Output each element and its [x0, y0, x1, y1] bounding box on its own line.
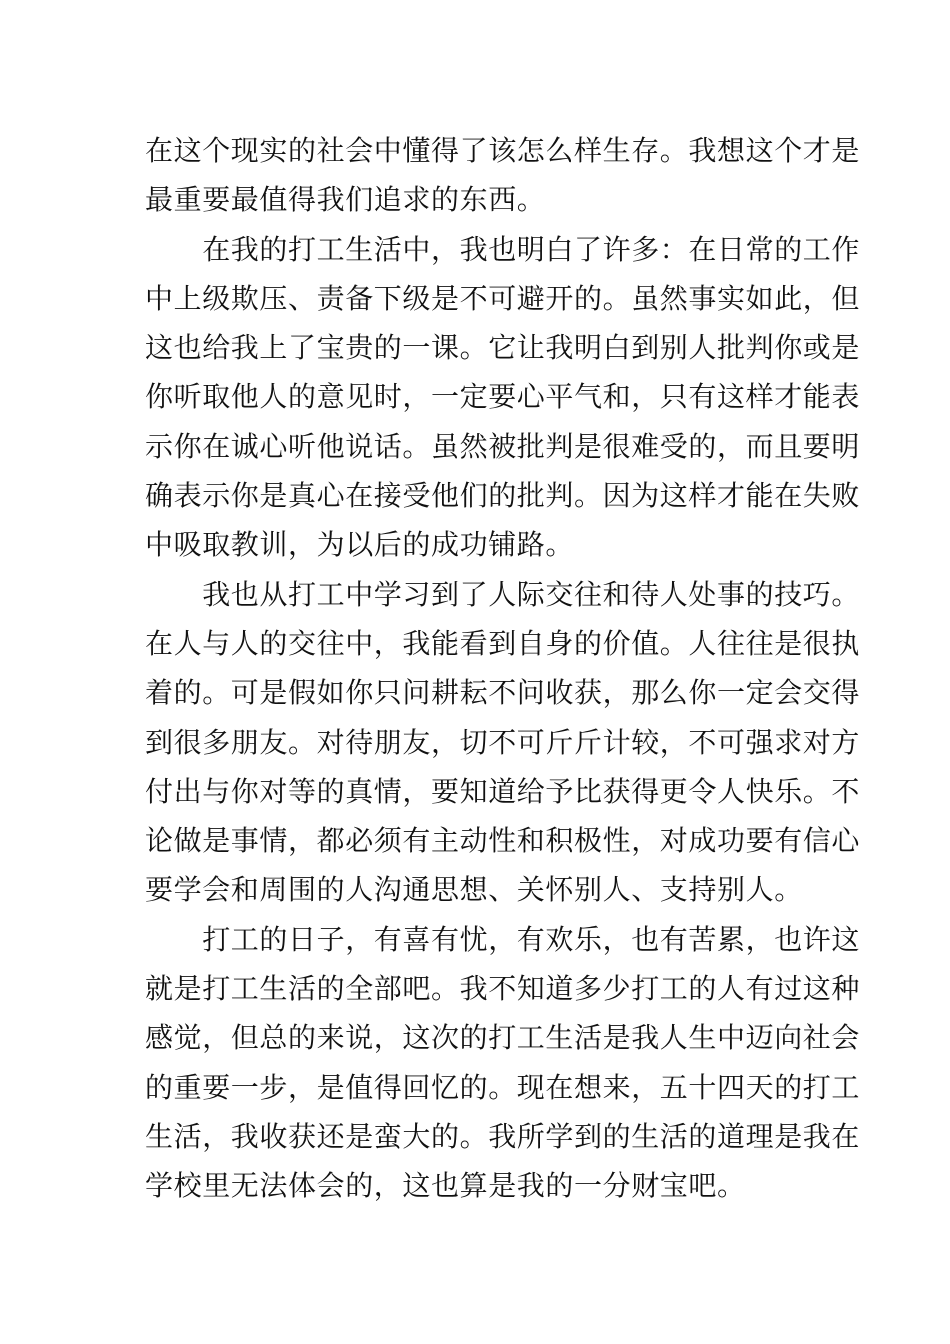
text-line: 论做是事情，都必须有主动性和积极性，对成功要有信心	[145, 824, 861, 858]
text-line: 最重要最值得我们追求的东西。	[145, 183, 546, 217]
text-line: 打工的日子，有喜有忧，有欢乐，也有苦累，也许这	[145, 922, 861, 956]
text-line: 这也给我上了宝贵的一课。它让我明白到别人批判你或是	[145, 331, 861, 365]
text-line: 到很多朋友。对待朋友，切不可斤斤计较，不可强求对方	[145, 725, 861, 759]
text-line: 学校里无法体会的，这也算是我的一分财宝吧。	[145, 1169, 746, 1203]
text-line: 示你在诚心听他说话。虽然被批判是很难受的，而且要明	[145, 429, 861, 463]
text-line: 你听取他人的意见时，一定要心平气和，只有这样才能表	[145, 380, 861, 414]
text-line: 感觉，但总的来说，这次的打工生活是我人生中迈向社会	[145, 1021, 861, 1055]
text-line: 就是打工生活的全部吧。我不知道多少打工的人有过这种	[145, 972, 861, 1006]
body-text	[145, 126, 861, 1211]
text-line: 在这个现实的社会中懂得了该怎么样生存。我想这个才是	[145, 134, 861, 167]
text-line: 着的。可是假如你只问耕耘不问收获，那么你一定会交得	[145, 676, 861, 710]
text-line: 中吸取教训，为以后的成功铺路。	[145, 528, 575, 562]
text-line: 在人与人的交往中，我能看到自身的价值。人往往是很执	[145, 626, 861, 660]
text-line: 确表示你是真心在接受他们的批判。因为这样才能在失败	[145, 479, 861, 513]
text-line: 的重要一步，是值得回忆的。现在想来，五十四天的打工	[145, 1070, 861, 1104]
text-line: 中上级欺压、责备下级是不可避开的。虽然事实如此，但	[145, 281, 861, 315]
text-line: 生活，我收获还是蛮大的。我所学到的生活的道理是我在	[145, 1119, 861, 1153]
text-line: 付出与你对等的真情，要知道给予比获得更令人快乐。不	[145, 774, 861, 808]
text-line: 在我的打工生活中，我也明白了许多：在日常的工作	[145, 232, 861, 266]
text-line: 要学会和周围的人沟通思想、关怀别人、支持别人。	[145, 873, 803, 907]
text-line: 我也从打工中学习到了人际交往和待人处事的技巧。	[145, 577, 861, 611]
